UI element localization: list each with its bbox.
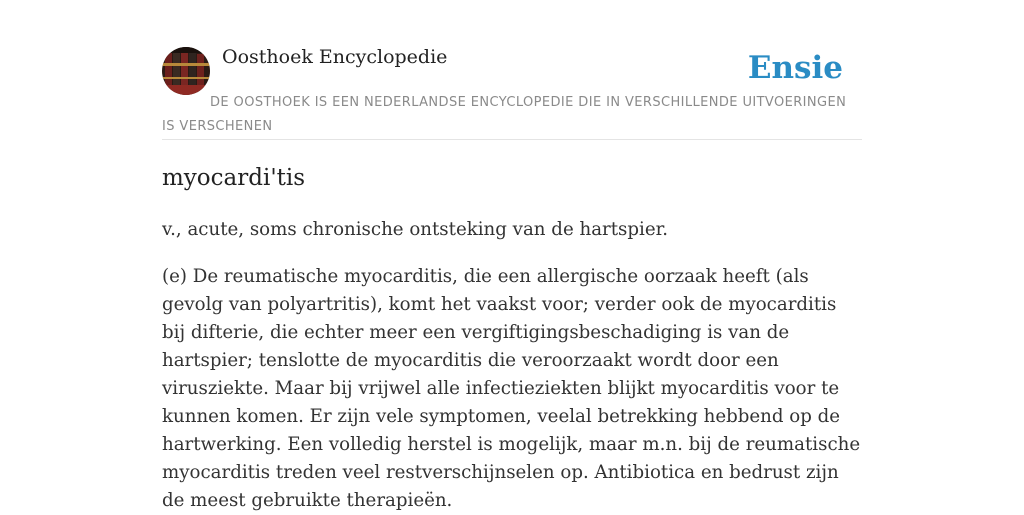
encyclopedia-books-avatar[interactable] <box>162 47 210 95</box>
site-header <box>162 0 862 140</box>
entry-body: (e) De reumatische myocarditis, die een allergische oorzaak heeft (als gevolg van polyartritis), komt het vaakst voor; verder ook de myocarditis bij difterie, die echter meer een vergiftigingsbeschadiging is van de hartspier; tenslotte de myocarditis die veroorzaakt wordt door een virusziekte. Maar bij vrijwel alle infectieziekten blijkt myocarditis voor te kunnen komen. Er zijn vele symptomen, veelal betrekking hebbend op de hartwerking. Een volledig herstel is mogelijk, maar m.n. bij de reumatische myocarditis treden veel restverschijnselen op. Antibiotica en bedrust zijn de meest gebruikte therapieën. <box>162 266 861 511</box>
article <box>162 162 862 511</box>
entry-title: myocardi'tis <box>162 165 306 191</box>
site-title[interactable]: Oosthoek Encyclopedie <box>222 46 448 68</box>
books-icon <box>162 47 210 95</box>
site-tagline: DE OOSTHOEK IS EEN NEDERLANDSE ENCYCLOPEDIE DIE IN VERSCHILLENDE UITVOERINGEN IS VERSCHENEN <box>162 95 847 134</box>
entry-definition: v., acute, soms chronische ontsteking van de hartspier. <box>162 219 669 240</box>
brand-logo-link[interactable]: Ensie <box>747 50 843 86</box>
header-divider <box>162 139 862 140</box>
